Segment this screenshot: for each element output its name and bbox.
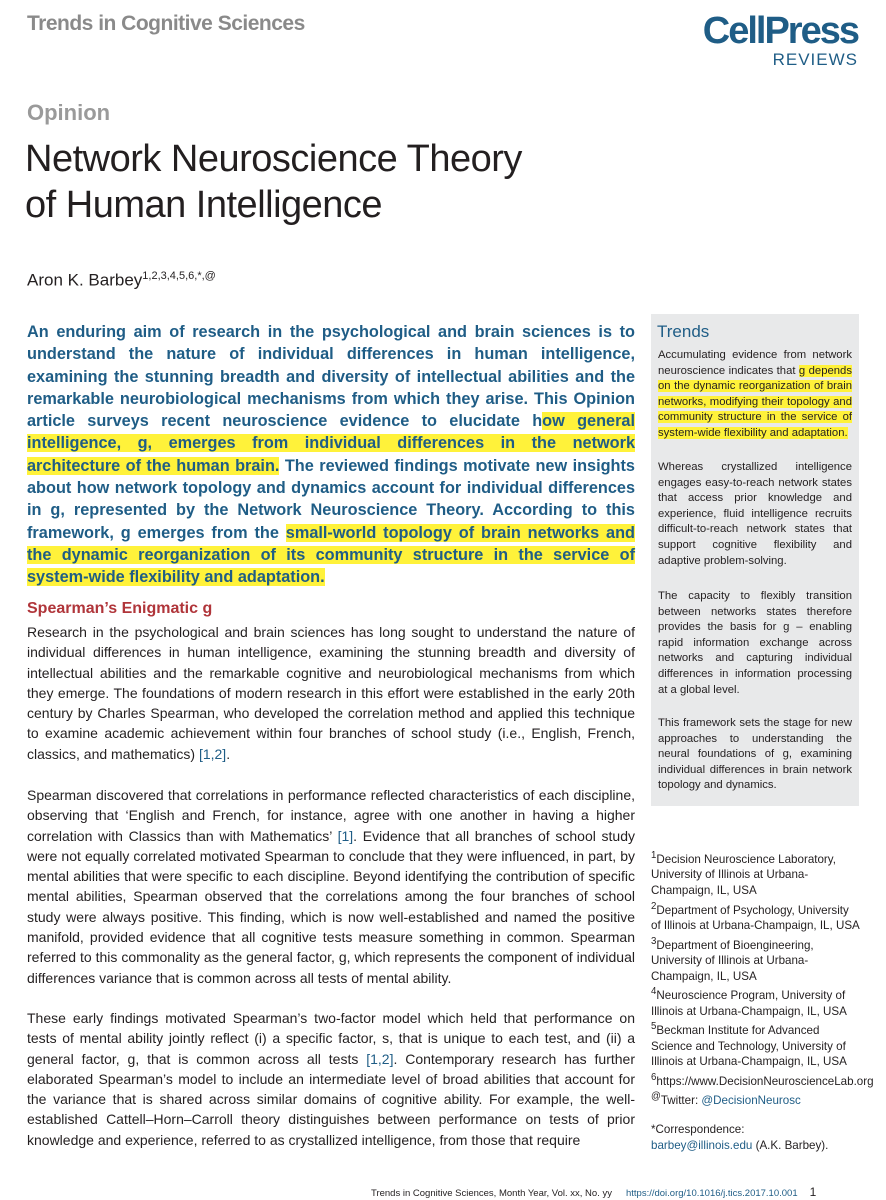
correspondence-line — [651, 1138, 861, 1154]
affiliation-text: Department of Bioengineering, University of Illinois at Urbana-Champaign, IL, USA — [651, 938, 814, 983]
affiliation-text: Neuroscience Program, University of Illinois at Urbana-Champaign, IL, USA — [651, 989, 847, 1018]
doi-link[interactable]: https://doi.org/10.1016/j.tics.2017.10.001 — [625, 1188, 798, 1199]
author-name: Aron K. Barbey — [27, 270, 143, 290]
twitter-handle-link[interactable]: @DecisionNeurosc — [701, 1094, 801, 1108]
abstract-highlight-2: small-world topology of brain networks and the dynamic reorganization of its community structure in the service of system-wide flexibility and adaptation. — [27, 523, 635, 587]
affiliation-mark: 1 — [651, 850, 657, 861]
affiliation-1 — [651, 848, 861, 899]
abstract-highlight-1: ow general intelligence, g, emerges from individual differences in the network architecture of the human brain. — [27, 412, 635, 475]
footer-citation: Trends in Cognitive Sciences, Month Year, Vol. xx, No. yy — [371, 1188, 612, 1199]
affiliation-2 — [651, 899, 861, 934]
citation-link[interactable]: [1,2] — [366, 1050, 394, 1067]
twitter-label: Twitter: — [660, 1094, 702, 1108]
correspondence — [651, 1122, 861, 1153]
affiliations — [651, 848, 874, 1109]
affiliation-text: Beckman Institute for Advanced Science and Technology, University of Illinois at Urbana-Champaign, IL, USA — [651, 1024, 847, 1069]
page-footer — [371, 1185, 816, 1199]
body-p3-text-b: . Contemporary research has further elaborated Spearman’s model to include an intermediate level of broad abilities that account for the variance that is shared across similar domains of cognitive ability. For example, the well-established Cattell–Horn–Carroll theory distinguishes between performance on tests of prior knowledge and experience, referred to as crystallized intelligence, from those that require — [27, 1050, 636, 1148]
abstract-text-1: An enduring aim of research in the psychological and brain sciences is to understand the nature of individual differences in human intelligence, examining the stunning breadth and diversity of intellectual abilities and the remarkable neurobiological mechanisms from which they arise. This Opinion article surveys recent neuroscience evidence to elucidate h — [27, 323, 635, 431]
affiliation-text: Decision Neuroscience Laboratory, University of Illinois at Urbana-Champaign, IL, USA — [651, 852, 836, 898]
body-paragraph-2 — [27, 785, 635, 988]
affiliation-mark: 2 — [651, 900, 657, 912]
title-line-1: Network Neuroscience Theory — [25, 138, 522, 180]
author-line — [27, 270, 216, 291]
abstract — [27, 321, 635, 589]
affiliation-text: Department of Psychology, University of Illinois at Urbana-Champaign, IL, USA — [651, 903, 860, 933]
affiliation-6 — [651, 1070, 874, 1089]
logo-brand: CellPress — [702, 10, 858, 52]
body-p2-text-b: . Evidence that all branches of school study were not equally correlated motivated Spearman to conclude that they were influenced, in part, by mental abilities that were specific to each discipline. Beyond identifying the contribution of specific mental abilities, Spearman observed that the correlations among the four branches of school study were always positive. This finding, which is now well-established and named the positive manifold, provided evidence that all cognitive tests measure something in common. Spearman referred to this commonality as the general factor, g, which represents the component of individual differences variance that is common across all tests of mental ability. — [27, 827, 635, 986]
article-title — [25, 136, 645, 228]
lab-url[interactable]: https://www.DecisionNeuroscienceLab.org — [656, 1074, 874, 1088]
correspondence-name: (A.K. Barbey). — [752, 1138, 829, 1152]
logo-subtitle: REVIEWS — [772, 50, 858, 69]
body-p1-text: Research in the psychological and brain sciences has long sought to understand the nature of individual differences in human intelligence, examining the stunning breadth and diversity of intellectual abilities and the remarkable cognitive and neurobiological mechanisms from which they emerge. The foundations of modern research in this effort were established in the early 20th century by Charles Spearman, who developed the correlation method and applied this technique to examine academic achievement within four branches of school study (i.e., English, French, classics, and mathematics) — [27, 624, 635, 762]
citation-link[interactable]: [1,2] — [198, 745, 227, 762]
citation-link[interactable]: [1] — [337, 827, 354, 844]
body-paragraph-3 — [27, 1008, 635, 1150]
affiliation-mark: 5 — [651, 1021, 657, 1033]
trends-p1-text: Accumulating evidence from network neuroscience indicates that — [658, 349, 852, 377]
affiliation-mark: 3 — [651, 935, 657, 947]
journal-name: Trends in Cognitive Sciences — [27, 12, 305, 35]
title-line-2: of Human Intelligence — [25, 184, 383, 226]
correspondence-label: *Correspondence: — [651, 1123, 745, 1136]
author-affiliation-marks: 1,2,3,4,5,6,*,@ — [142, 270, 216, 282]
trends-paragraph-2: Whereas crystallized intelligence engages easy-to-reach network states that access prior knowledge and experience, fluid intelligence recruits difficult-to-reach network states that support cognitive flexibility and adaptive problem-solving. — [658, 461, 852, 567]
affiliation-mark: 4 — [651, 986, 657, 998]
body-paragraph-1: Research in the psychological and brain sciences has long sought to understand the nature of individual differences in human intelligence, examining the stunning breadth and diversity of intellectual abilities and the remarkable cognitive and neurobiological mechanisms from which they emerge. The foundations of modern research in this effort were established in the early 20th century by Charles Spearman, who developed the correlation method and applied this technique to examine academic achievement within four branches of school study (i.e., English, French, classics, and mathematics) [1,2]. — [27, 624, 635, 762]
trends-heading: Trends — [657, 322, 710, 341]
trends-paragraph-3: The capacity to flexibly transition between networks states therefore provides the basis for g – enabling rapid information exchange across networks and capturing individual differences in information processing at a global level. — [658, 590, 852, 696]
trends-box — [651, 314, 859, 806]
affiliation-mark: 6 — [651, 1072, 657, 1084]
twitter-mark: @ — [651, 1091, 661, 1103]
cellpress-logo — [703, 12, 858, 69]
body-p2-text-a: Spearman discovered that correlations in performance reflected characteristics of each discipline, observing that ‘English and French, for instance, agree with one another in having a higher correlation with Classics than with Mathematics’ — [27, 787, 635, 844]
abstract-text-2: The reviewed findings motivate new insights about how network topology and dynamics account for individual differences in g, represented by the Network Neuroscience Theory. According to this framework, g emerges from the — [27, 456, 635, 542]
section-heading: Spearman’s Enigmatic g — [27, 600, 213, 617]
trends-p1-highlight: g depends on the dynamic reorganization of brain networks, modifying their topology and community structure in the service of system-wide flexibility and adaptation. — [658, 364, 852, 439]
affiliation-3 — [651, 934, 861, 985]
affiliation-4 — [651, 984, 861, 1019]
twitter-line — [651, 1089, 861, 1108]
trends-paragraph-4: This framework sets the stage for new approaches to understanding the neural foundations of g, examining individual differences in brain network topology and dynamics. — [658, 717, 852, 792]
trends-paragraph-1 — [658, 348, 852, 442]
body-p3-text-a: These early findings motivated Spearman’s two-factor model which held that performance on tests of mental ability jointly reflect (i) a specific factor, s, that is unique to each test, and (ii) a general factor, g, that is common across all tests — [27, 1010, 635, 1067]
affiliation-5 — [651, 1019, 861, 1070]
email-link[interactable]: barbey@illinois.edu — [651, 1138, 753, 1152]
article-type: Opinion — [27, 100, 111, 125]
page-number: 1 — [809, 1185, 817, 1199]
